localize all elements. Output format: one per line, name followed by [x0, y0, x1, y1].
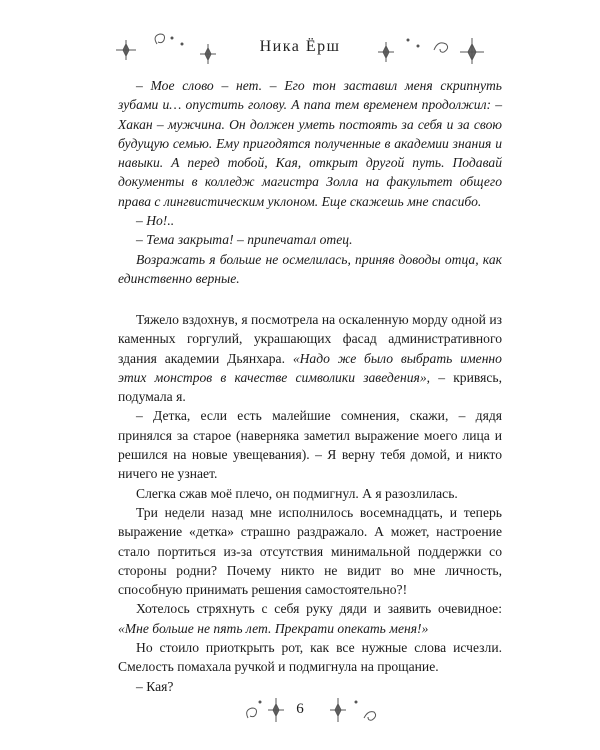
footer-right-ornament-icon: [320, 692, 380, 728]
italic-flashback-block: [118, 76, 502, 288]
body-paragraph: Слегка сжав моё плечо, он подмигнул. А я разозлилась.: [136, 485, 458, 501]
body-paragraph: [118, 599, 502, 638]
body-paragraph: – Детка, если есть малейшие сомнения, скажи, – дядя принялся за старое (наверняка заметил выражение моего лица и решился на новые увещевания). – Я верну тебя домой, и никто ничего не узнает.: [118, 408, 502, 482]
main-text-block: [118, 310, 502, 696]
italic-paragraph: – Но!..: [136, 213, 175, 229]
body-paragraph: Но стоило приоткрыть рот, как все нужные слова исчезли. Смелость помахала ручкой и подмигнула на прощание.: [118, 640, 502, 675]
page-header: [0, 30, 600, 64]
inner-thought-quote: «Мне больше не пять лет. Прекрати опекать меня!»: [118, 620, 429, 636]
header-right-ornament-icon: [372, 30, 492, 64]
body-paragraph: – Кая?: [136, 678, 174, 694]
italic-paragraph: Возражать я больше не осмелилась, приняв доводы отца, как единственно верные.: [118, 251, 502, 286]
running-header-author: Ника Ёрш: [259, 38, 341, 55]
body-paragraph: [118, 310, 502, 406]
paragraph-text: , – кривясь, подумала я.: [118, 369, 502, 405]
page-number: 6: [296, 701, 304, 717]
body-paragraph: Три недели назад мне исполнилось восемнадцать, и теперь выражение «детка» страшно раздражало. А может, настроение стало портиться из-за отсутствия минимальной поддержки со стороны родни? Почему никто не видит во мне личность, способную принимать решения самостоятельно?!: [118, 504, 502, 598]
italic-paragraph: – Тема закрыта! – припечатал отец.: [136, 232, 353, 248]
paragraph-text: Тяжело вздохнув, я посмотрела на оскаленную морду одной из каменных горгулий, украшающих фасад административного здания академии Дьянхара.: [118, 312, 502, 366]
italic-paragraph: – Мое слово – нет. – Его тон заставил меня скрипнуть зубами и… опустить голову. А папа тем временем продолжил: – Хакан – мужчина. Он должен уметь постоять за себя и за свою будущую семью. Ему пригодятся полученные в академии знания и навыки. А перед тобой, Кая, открыт другой путь. Подавай документы в колледж магистра Золла на факультет общего права с лингвистическим уклоном. Еще скажешь мне спасибо.: [118, 78, 502, 209]
page-footer: [0, 692, 600, 728]
inner-thought-quote: «Надо же было выбрать именно этих монстров в качестве символики заведения»: [118, 350, 502, 385]
paragraph-text: Хотелось стряхнуть с себя руку дяди и заявить очевидное:: [136, 601, 502, 617]
